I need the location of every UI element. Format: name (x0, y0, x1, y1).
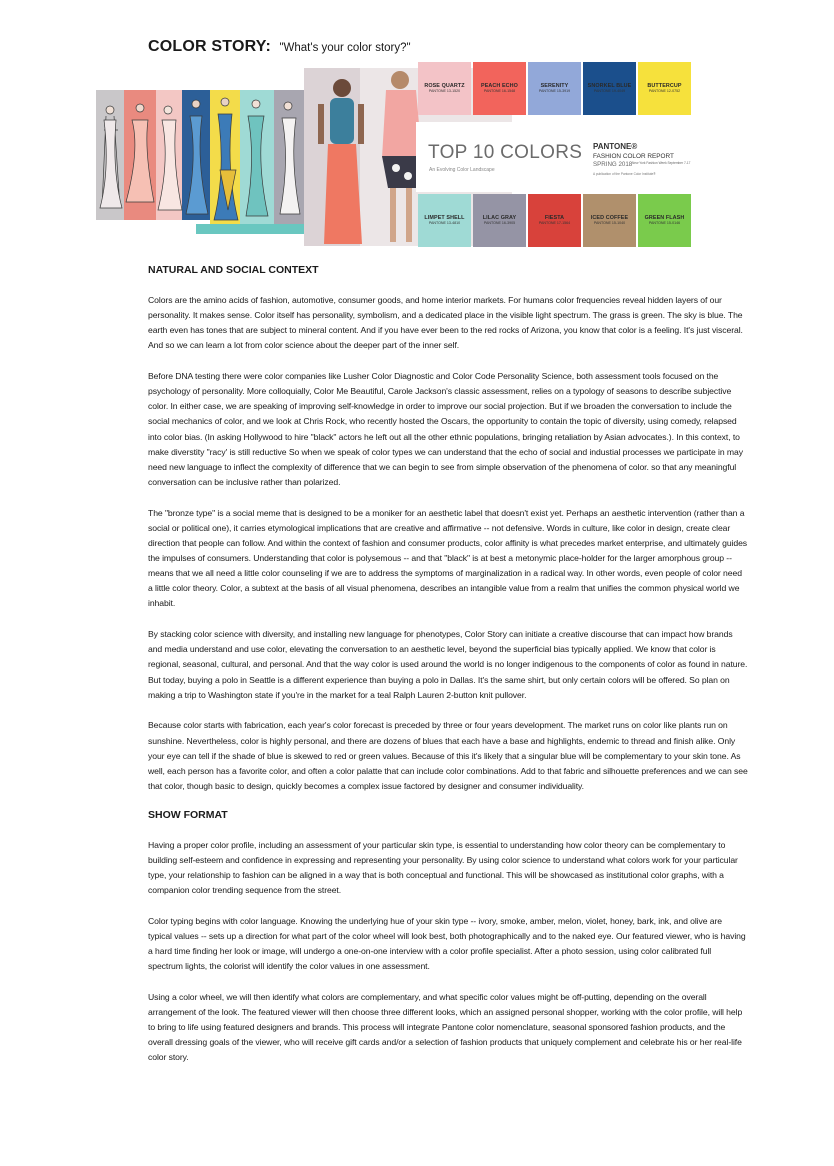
report-title: FASHION COLOR REPORT (593, 153, 674, 160)
top10-subtitle: An Evolving Color Landscape (429, 167, 495, 173)
swatch-code: PANTONE 15-1040 (593, 221, 626, 225)
swatch-name: SNORKEL BLUE (587, 83, 632, 89)
paragraph: Before DNA testing there were color companies like Lusher Color Diagnostic and Color Code Personality Science, both assessment tools focused on the psychology of personality. More colloquially, Color Me Beautiful, Carole Jackson's classic assessment, relies on a typology of seasons to describe subjective color. In either case, we are speaking of improving self-knowledge in order to improve our social projection. But if we broaden the conversation to include the social mechanics of color, and we look at Chris Rock, who recently hosted the Oscars, the opportunity to contain the topic of diversity, using comedy, relapsed into color bias. (In asking Hollywood to hire "black" actors he left out all the other ethnic populations, bringing retaliation by Asian advocates.). In this context, to make diverstity "racy' is still reductive So when we speak of color types we can understand that the echo of social and industial processes we participate in may need new language to inflect the complexity of difference that we can begin to see from simple observation of the phenomena of color. so that any meaningful conversation can be inclusive rather than polarized. (148, 371, 743, 487)
swatch-serenity (528, 62, 581, 115)
swatch-code: PANTONE 16-3905 (483, 221, 516, 225)
section-heading-natural-social-context: NATURAL AND SOCIAL CONTEXT (148, 264, 319, 276)
swatch-snorkel-blue (583, 62, 636, 115)
swatch-code: PANTONE 13-4810 (428, 221, 461, 225)
swatch-name: GREEN FLASH (644, 215, 685, 221)
swatch-name: SERENITY (540, 83, 569, 89)
swatch-buttercup (638, 62, 691, 115)
page-subtitle: "What's your color story?" (279, 42, 411, 54)
swatch-name: FIESTA (544, 215, 565, 221)
swatch-code: PANTONE 16-1548 (483, 89, 516, 93)
paragraph: The "bronze type" is a social meme that is designed to be a moniker for an aesthetic label that doesn't exist yet. Perhaps an aesthetic intervention (rather than a social or political one), it carries etymological implications that are creative and affirmative -- not defensive. Words in culture, like color in design, create clear direction that people can follow. And within the context of fashion and consumer products, color affinity is what precedes market enterprise, and ultimately guides the impulses of consumers. Understanding that color is polysemous -- and that "black" is at best a metonymic place-holder for the larger amorphous group -- means that we all need a little color counseling if we are to address the symptoms of marginalization in a radical way. In other words, even people of color need a little color theory. Color, a subtext at the basis of all visual phenomena, describes an intangible value from a realm that unifies the common physical world we inhabit. (148, 507, 748, 609)
swatch-rose-quartz (418, 62, 471, 115)
swatch-name: ICED COFFEE (590, 215, 629, 221)
report-event: New York Fashion Week September 7-17 (632, 161, 691, 165)
swatch-code: PANTONE 15-0146 (648, 221, 681, 225)
section-heading-show-format: SHOW FORMAT (148, 808, 228, 821)
swatch-code: PANTONE 13-1520 (428, 89, 461, 93)
swatch-name: ROSE QUARTZ (424, 83, 465, 89)
swatch-fiesta (528, 194, 581, 247)
swatch-name: LILAC GRAY (482, 215, 517, 221)
fashion-sketches-image (96, 90, 304, 238)
pantone-banner (96, 62, 694, 250)
report-season: SPRING 2018 (593, 161, 633, 168)
page-title: COLOR STORY: (148, 38, 271, 55)
pantone-logo: PANTONE® (593, 142, 638, 151)
paragraph: Colors are the amino acids of fashion, automotive, consumer goods, and home interior markets. For humans color frequencies reveal hidden layers of our personality. It makes sense. Color itself has personality, symbolism, and a dedicated place in the visible light spectrum. The grass is green. The sky is blue. The earth even has tones that are subject to mineral content. And if you have ever been to the red rocks of Arizona, you know that color is a feeling. It's just visceral. And so we can learn a lot from color science about the deeper part of the inner self. (148, 295, 743, 351)
report-publication: A publication of the Pantone Color Institute® (593, 172, 656, 176)
swatch-peach-echo (473, 62, 526, 115)
article-body (148, 264, 748, 1081)
swatch-lilac-gray (473, 194, 526, 247)
swatch-name: LIMPET SHELL (424, 215, 465, 221)
swatch-code: PANTONE 12-0752 (648, 89, 681, 93)
swatch-iced-coffee (583, 194, 636, 247)
paragraph: Using a color wheel, we will then identify what colors are complementary, and what specific color values might be off-putting, depending on the overall arrangement of the look. The featured viewer will then choose three different looks, which an assigned personal shopper, working with the color profile, will help to bring to life using featured designers and brands. This process will integrate Pantone color nomenclature, seasonal sponsored fashion products, and the overall dressing goals of the viewer, who will receive gift cards and/or a selection of fashion products that uniquely complement and celebrate his or her real-life color story. (148, 991, 743, 1063)
swatch-code: PANTONE 19-4049 (593, 89, 626, 93)
page-header (148, 38, 411, 56)
swatch-code: PANTONE 15-3919 (538, 89, 571, 93)
top10-title: TOP 10 COLORS (428, 142, 583, 163)
paragraph: Because color starts with fabrication, each year's color forecast is preceded by three or four years development. The market runs on color like plants run on sunshine. Nevertheless, color is highly personal, and there are dozens of blues that each have a base and highlights, endemic to thread and finish alike. Only your eye can tell if the shade of blue is skewed to red or green values. Because of this it's likely that a singular blue will be complementary to your skin tone. As well, each person has a favorite color, and often a color palatte that can include color combinations. Add to that fabric and silhouette preferences and we can see that color, though basic to design, quickly becomes a complex issue factored by designer and consumer individuality. (148, 720, 748, 791)
paragraph: Having a proper color profile, including an assessment of your particular skin type, is essential to understanding how color theory can be complementary to building self-esteem and confidence in expressing and representing your personality. By using color science to understand what colors work for your particular type, your relationship to fashion can be aligned in a way that is both conceptual and functional. This will be showcased as institutional color graphs, with a companion color trending sequence from the street. (148, 839, 738, 895)
paragraph: By stacking color science with diversity, and installing new language for phenotypes, Color Story can initiate a creative discourse that can impact how brands and media understand and use color, elevating the conversation to an aesthetic level, beyond the superficial bias typically applied. We know that color is regional, seasonal, cultural, and personal. And that the way color is used around the world is no longer indigenous to the components of color as found in nature. But today, buying a polo in Seattle is a different experience than buying a polo in Dallas. It's the same shirt, but only certain colors will be offered. So plan on making a trip to Washington state if you're in the market for a teal Ralph Lauren 2-button knit pullover. (148, 629, 748, 700)
swatch-name: PEACH ECHO (481, 83, 518, 89)
swatch-code: PANTONE 17-1564 (538, 221, 571, 225)
swatch-name: BUTTERCUP (647, 83, 682, 89)
paragraph: Color typing begins with color language. Knowing the underlying hue of your skin type -- ivory, smoke, amber, melon, violet, honey, bark, ink, and olive are typical values -- sets up a direction for what part of the color wheel will look best, both photographically and to the naked eye. Our featured viewer, who is having a hard time finding her look or image, will undergo a one-on-one interview with a color profile specialist. After a photo session, using color calibrated full spectrum lights, the colorist will identify the color values in one assessment. (148, 915, 746, 972)
swatch-green-flash (638, 194, 691, 247)
swatch-limpet-shell (418, 194, 471, 247)
top10-panel (416, 122, 692, 192)
